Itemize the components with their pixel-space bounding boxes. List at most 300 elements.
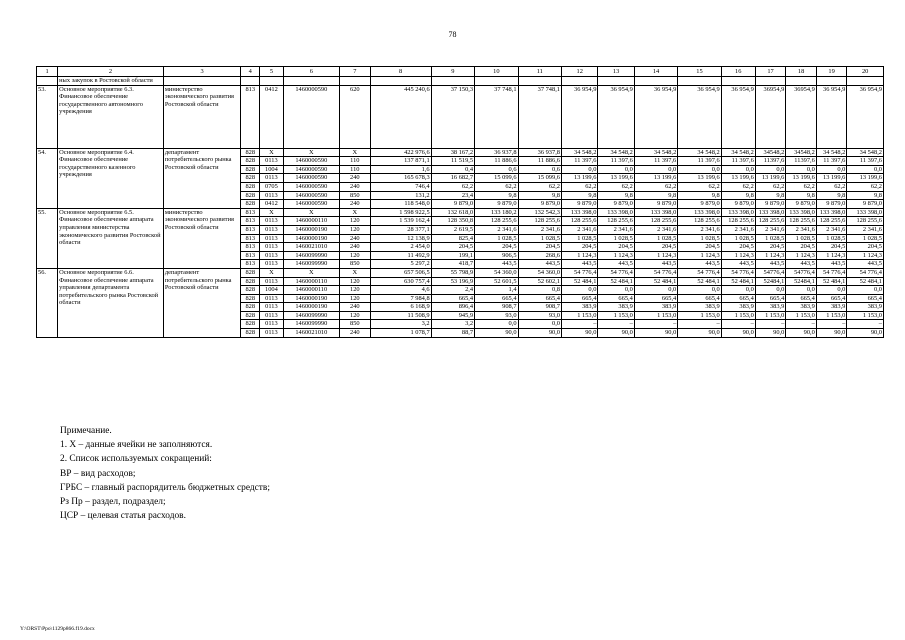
table-cell: 54 776,4 bbox=[678, 268, 721, 277]
table-cell: 0113 bbox=[260, 303, 283, 312]
table-cell: 36 937,8 bbox=[475, 148, 518, 157]
table-cell: 0,0 bbox=[678, 165, 721, 174]
table-cell: 240 bbox=[340, 182, 371, 191]
table-cell: 2 619,5 bbox=[431, 225, 474, 234]
table-cell: – bbox=[755, 320, 786, 329]
table-cell: 11 397,6 bbox=[634, 157, 677, 166]
table-cell: 828 bbox=[241, 165, 260, 174]
table-cell: 9,8 bbox=[678, 191, 721, 200]
table-cell: 422 976,6 bbox=[370, 148, 431, 157]
table-cell: 128 255,6 bbox=[518, 217, 561, 226]
table-cell: 128 255,6 bbox=[634, 217, 677, 226]
table-cell: 630 757,4 bbox=[370, 277, 431, 286]
row-number: 56. bbox=[37, 268, 58, 337]
table-cell: 11397,6 bbox=[786, 157, 817, 166]
table-cell: 13 199,6 bbox=[786, 174, 817, 183]
table-cell: 9 879,0 bbox=[562, 200, 598, 209]
table-cell: 665,4 bbox=[562, 294, 598, 303]
table-cell: 204,5 bbox=[847, 243, 884, 252]
table-cell: 0113 bbox=[260, 320, 283, 329]
table-cell: 133 398,0 bbox=[598, 208, 634, 217]
table-cell: 0,0 bbox=[475, 320, 518, 329]
table-cell: 204,5 bbox=[634, 243, 677, 252]
table-cell: 1460099990 bbox=[283, 311, 339, 320]
table-cell: 36954,9 bbox=[786, 85, 817, 148]
table-cell: 0113 bbox=[260, 329, 283, 338]
table-cell: 1 028,5 bbox=[562, 234, 598, 243]
table-cell: 1 153,0 bbox=[847, 311, 884, 320]
table-cell: 11 397,6 bbox=[847, 157, 884, 166]
row-number: 54. bbox=[37, 148, 58, 208]
table-cell: 11 397,6 bbox=[598, 157, 634, 166]
table-cell: 1 598 922,5 bbox=[370, 208, 431, 217]
table-cell: 1460021010 bbox=[283, 243, 339, 252]
table-cell: 120 bbox=[340, 294, 371, 303]
table-cell: 9 879,0 bbox=[816, 200, 847, 209]
table-cell: 1460000590 bbox=[283, 85, 339, 148]
table-cell: 52 484,1 bbox=[562, 277, 598, 286]
table-cell: 0412 bbox=[260, 85, 283, 148]
column-header: 8 bbox=[370, 67, 431, 77]
table-cell: 204,5 bbox=[598, 243, 634, 252]
table-cell: 443,5 bbox=[475, 260, 518, 269]
continuation-row bbox=[37, 77, 884, 86]
table-cell: 16 682,7 bbox=[431, 174, 474, 183]
table-cell: 62,2 bbox=[518, 182, 561, 191]
measure-name: Основное мероприятие 6.5. Финансовое обеспечение аппарата управления министерства экономического развития Ростовской области bbox=[58, 208, 164, 268]
table-cell: 1 124,3 bbox=[678, 251, 721, 260]
column-header: 5 bbox=[260, 67, 283, 77]
table-cell: 1460000590 bbox=[283, 182, 339, 191]
table-cell: 0,6 bbox=[518, 165, 561, 174]
table-cell: 9 879,0 bbox=[847, 200, 884, 209]
table-cell: 90,0 bbox=[634, 329, 677, 338]
table-cell: 0705 bbox=[260, 182, 283, 191]
table-cell: 0113 bbox=[260, 294, 283, 303]
table-cell: 90,0 bbox=[598, 329, 634, 338]
table-cell: 128 255,6 bbox=[475, 217, 518, 226]
table-cell: X bbox=[340, 268, 371, 277]
table-cell: 9,8 bbox=[518, 191, 561, 200]
table-cell: 131,2 bbox=[370, 191, 431, 200]
table-cell: 1460000110 bbox=[283, 217, 339, 226]
executor: министерство экономического развития Ростовской области bbox=[163, 85, 241, 148]
table-cell: 128 350,8 bbox=[431, 217, 474, 226]
table-cell: X bbox=[260, 148, 283, 157]
table-cell: 4,6 bbox=[370, 286, 431, 295]
table-cell: 110 bbox=[340, 165, 371, 174]
table-cell: 1 153,0 bbox=[786, 311, 817, 320]
column-header: 3 bbox=[163, 67, 241, 77]
table-cell: 1 124,3 bbox=[562, 251, 598, 260]
table-cell: 0,0 bbox=[847, 165, 884, 174]
table-cell: 13 199,6 bbox=[847, 174, 884, 183]
table-cell: 1460000190 bbox=[283, 303, 339, 312]
column-header: 19 bbox=[816, 67, 847, 77]
table-cell: X bbox=[283, 268, 339, 277]
column-header: 6 bbox=[283, 67, 339, 77]
row-number: 55. bbox=[37, 208, 58, 268]
table-cell: 0,4 bbox=[431, 165, 474, 174]
table-cell: 90,0 bbox=[721, 329, 755, 338]
table-cell: 34 548,2 bbox=[598, 148, 634, 157]
table-cell: 445 240,6 bbox=[370, 85, 431, 148]
table-row bbox=[37, 85, 884, 148]
table-cell: 665,4 bbox=[786, 294, 817, 303]
table-cell: 383,9 bbox=[598, 303, 634, 312]
table-cell: 0113 bbox=[260, 157, 283, 166]
column-header: 20 bbox=[847, 67, 884, 77]
table-cell: 133 398,0 bbox=[562, 208, 598, 217]
table-cell: 13 199,6 bbox=[755, 174, 786, 183]
table-cell: – bbox=[598, 320, 634, 329]
table-cell: 813 bbox=[241, 251, 260, 260]
table-cell: 5 297,2 bbox=[370, 260, 431, 269]
table-cell: 2 454,0 bbox=[370, 243, 431, 252]
table-cell: 0113 bbox=[260, 311, 283, 320]
table-cell: 3,2 bbox=[370, 320, 431, 329]
table-cell: 240 bbox=[340, 234, 371, 243]
table-cell: 828 bbox=[241, 157, 260, 166]
table-cell: 443,5 bbox=[518, 260, 561, 269]
table-cell: 52 484,1 bbox=[847, 277, 884, 286]
table-cell: – bbox=[786, 320, 817, 329]
table-cell: 828 bbox=[241, 148, 260, 157]
table-cell: 7 984,8 bbox=[370, 294, 431, 303]
table-cell: 828 bbox=[241, 320, 260, 329]
table-cell: X bbox=[283, 208, 339, 217]
table-cell: 54 776,4 bbox=[634, 268, 677, 277]
table-cell: 36 954,9 bbox=[816, 85, 847, 148]
table-cell: 120 bbox=[340, 225, 371, 234]
table-cell: 0,0 bbox=[816, 286, 847, 295]
table-cell: 52484,1 bbox=[786, 277, 817, 286]
column-header: 14 bbox=[634, 67, 677, 77]
table-cell: 11 886,6 bbox=[518, 157, 561, 166]
table-cell: 11 397,6 bbox=[678, 157, 721, 166]
table-cell: 828 bbox=[241, 329, 260, 338]
column-header: 9 bbox=[431, 67, 474, 77]
table-cell: 443,5 bbox=[721, 260, 755, 269]
note-line: 2. Список используемых сокращений: bbox=[60, 454, 212, 465]
table-cell: 52 601,5 bbox=[475, 277, 518, 286]
table-cell: 11 397,6 bbox=[562, 157, 598, 166]
table-row bbox=[37, 208, 884, 217]
table-cell: 9 879,0 bbox=[678, 200, 721, 209]
table-cell: 657 506,5 bbox=[370, 268, 431, 277]
table-cell: 828 bbox=[241, 191, 260, 200]
table-cell: 90,0 bbox=[755, 329, 786, 338]
table-cell: 813 bbox=[241, 217, 260, 226]
table-cell: 0,0 bbox=[634, 165, 677, 174]
table-cell: 204,5 bbox=[475, 243, 518, 252]
table-cell: 54 776,4 bbox=[562, 268, 598, 277]
table-cell: 165 678,3 bbox=[370, 174, 431, 183]
table-cell: 37 748,1 bbox=[475, 85, 518, 148]
table-cell: 54 776,4 bbox=[721, 268, 755, 277]
table-cell: 120 bbox=[340, 277, 371, 286]
table-cell: 906,5 bbox=[475, 251, 518, 260]
table-cell: 137 871,1 bbox=[370, 157, 431, 166]
table-cell: 443,5 bbox=[634, 260, 677, 269]
column-header: 11 bbox=[518, 67, 561, 77]
table-cell: 828 bbox=[241, 277, 260, 286]
table-cell: 120 bbox=[340, 311, 371, 320]
table-cell: 1460000190 bbox=[283, 294, 339, 303]
column-header: 2 bbox=[58, 67, 164, 77]
table-cell: 1 124,3 bbox=[847, 251, 884, 260]
table-cell: 204,5 bbox=[431, 243, 474, 252]
table-cell: 813 bbox=[241, 243, 260, 252]
table-cell: 34 548,2 bbox=[816, 148, 847, 157]
table-cell: 850 bbox=[340, 260, 371, 269]
note-line: 1. Х – данные ячейки не заполняются. bbox=[60, 440, 213, 451]
executor: департамент потребительского рынка Ростовской области bbox=[163, 148, 241, 208]
table-cell: 828 bbox=[241, 294, 260, 303]
executor: министерство экономического развития Ростовской области bbox=[163, 208, 241, 268]
table-cell: 828 bbox=[241, 174, 260, 183]
table-cell: 1 028,5 bbox=[475, 234, 518, 243]
table-cell: 110 bbox=[340, 157, 371, 166]
table-cell: 9 879,0 bbox=[721, 200, 755, 209]
table-cell: 1460000110 bbox=[283, 286, 339, 295]
table-cell: X bbox=[340, 208, 371, 217]
table-cell: 9,8 bbox=[786, 191, 817, 200]
table-cell: 90,0 bbox=[562, 329, 598, 338]
table-cell: 665,4 bbox=[678, 294, 721, 303]
table-cell: 268,6 bbox=[518, 251, 561, 260]
table-cell: 1460000590 bbox=[283, 174, 339, 183]
table-cell: 443,5 bbox=[755, 260, 786, 269]
table-cell: 90,0 bbox=[786, 329, 817, 338]
table-cell: 54 776,4 bbox=[598, 268, 634, 277]
row-number: 53. bbox=[37, 85, 58, 148]
table-cell: 36 954,9 bbox=[598, 85, 634, 148]
table-cell: 240 bbox=[340, 174, 371, 183]
table-cell: 383,9 bbox=[816, 303, 847, 312]
table-cell: 828 bbox=[241, 303, 260, 312]
table-cell: 0,0 bbox=[816, 165, 847, 174]
table-cell: 204,5 bbox=[721, 243, 755, 252]
table-cell: 665,4 bbox=[847, 294, 884, 303]
table-cell: – bbox=[816, 320, 847, 329]
table-cell: 12 138,9 bbox=[370, 234, 431, 243]
table-cell: 746,4 bbox=[370, 182, 431, 191]
table-cell: 11 492,9 bbox=[370, 251, 431, 260]
table-cell: 1,4 bbox=[475, 286, 518, 295]
table-cell: 813 bbox=[241, 85, 260, 148]
table-cell: 37 150,3 bbox=[431, 85, 474, 148]
table-cell: 813 bbox=[241, 234, 260, 243]
table-cell: 1460099990 bbox=[283, 260, 339, 269]
table-cell: 204,5 bbox=[562, 243, 598, 252]
table-cell: 383,9 bbox=[786, 303, 817, 312]
table-cell: 128 255,6 bbox=[598, 217, 634, 226]
table-cell: 28 377,1 bbox=[370, 225, 431, 234]
table-cell: 9,8 bbox=[847, 191, 884, 200]
table-cell: 34 548,2 bbox=[847, 148, 884, 157]
table-cell: 443,5 bbox=[678, 260, 721, 269]
table-cell: 0113 bbox=[260, 251, 283, 260]
table-cell: 1 028,5 bbox=[678, 234, 721, 243]
table-cell: 133 398,0 bbox=[816, 208, 847, 217]
table-cell: 34548,2 bbox=[755, 148, 786, 157]
table-cell: 0,0 bbox=[847, 286, 884, 295]
table-cell: 0,0 bbox=[678, 286, 721, 295]
table-cell: 2 341,6 bbox=[634, 225, 677, 234]
table-cell: 813 bbox=[241, 208, 260, 217]
table-cell: 2,4 bbox=[431, 286, 474, 295]
table-cell: 34 548,2 bbox=[634, 148, 677, 157]
table-cell: 54 360,0 bbox=[475, 268, 518, 277]
table-body bbox=[37, 77, 884, 338]
table-cell: 1 124,3 bbox=[634, 251, 677, 260]
table-cell: 90,0 bbox=[518, 329, 561, 338]
column-header: 1 bbox=[37, 67, 58, 77]
table-cell: 62,2 bbox=[634, 182, 677, 191]
table-cell: 2 341,6 bbox=[786, 225, 817, 234]
table-cell: 2 341,6 bbox=[475, 225, 518, 234]
table-cell: 133 398,0 bbox=[721, 208, 755, 217]
table-cell: 204,5 bbox=[816, 243, 847, 252]
table-cell: 1004 bbox=[260, 165, 283, 174]
table-cell: 2 341,6 bbox=[847, 225, 884, 234]
table-cell: – bbox=[634, 320, 677, 329]
table-cell: 9 879,0 bbox=[634, 200, 677, 209]
table-cell: 9 879,0 bbox=[786, 200, 817, 209]
table-cell: 9,8 bbox=[634, 191, 677, 200]
table-cell: 9 879,0 bbox=[431, 200, 474, 209]
table-cell: 54 776,4 bbox=[816, 268, 847, 277]
table-cell: 0113 bbox=[260, 191, 283, 200]
table-cell: 383,9 bbox=[562, 303, 598, 312]
table-cell: 128 255,6 bbox=[721, 217, 755, 226]
table-cell: 128 255,6 bbox=[847, 217, 884, 226]
table-cell: 665,4 bbox=[431, 294, 474, 303]
column-header: 18 bbox=[786, 67, 817, 77]
table-cell: 2 341,6 bbox=[598, 225, 634, 234]
table-cell: 0412 bbox=[260, 200, 283, 209]
notes-title: Примечание. bbox=[60, 426, 112, 436]
table-cell: X bbox=[340, 148, 371, 157]
table-cell: 23,4 bbox=[431, 191, 474, 200]
table-cell: 15 099,6 bbox=[518, 174, 561, 183]
table-cell: 1 124,3 bbox=[816, 251, 847, 260]
table-cell: 240 bbox=[340, 329, 371, 338]
table-cell: 52 484,1 bbox=[634, 277, 677, 286]
table-cell: 443,5 bbox=[598, 260, 634, 269]
table-cell: 1460000590 bbox=[283, 165, 339, 174]
table-cell: 418,7 bbox=[431, 260, 474, 269]
table-cell: 199,1 bbox=[431, 251, 474, 260]
table-cell: 896,4 bbox=[431, 303, 474, 312]
table-cell: 1 124,3 bbox=[755, 251, 786, 260]
note-line: ЦСР – целевая статья расходов. bbox=[60, 511, 186, 522]
table-cell: 0,0 bbox=[755, 286, 786, 295]
table-cell: 828 bbox=[241, 268, 260, 277]
table-cell: 55 798,9 bbox=[431, 268, 474, 277]
table-cell: 1 153,0 bbox=[721, 311, 755, 320]
table-cell: 443,5 bbox=[847, 260, 884, 269]
table-cell: 36 937,8 bbox=[518, 148, 561, 157]
table-cell: 62,2 bbox=[678, 182, 721, 191]
table-cell: 383,9 bbox=[634, 303, 677, 312]
table-cell: 36 954,9 bbox=[721, 85, 755, 148]
table-cell: 34 548,2 bbox=[721, 148, 755, 157]
table-cell: 13 199,6 bbox=[721, 174, 755, 183]
table-cell: 90,0 bbox=[678, 329, 721, 338]
table-cell: 240 bbox=[340, 200, 371, 209]
table-cell: 90,0 bbox=[847, 329, 884, 338]
table-cell: 128 255,6 bbox=[786, 217, 817, 226]
table-cell: 620 bbox=[340, 85, 371, 148]
budget-table bbox=[36, 66, 884, 338]
table-cell: 1 539 162,4 bbox=[370, 217, 431, 226]
table-cell: 53 196,9 bbox=[431, 277, 474, 286]
table-cell: 88,7 bbox=[431, 329, 474, 338]
table-cell: 1 028,5 bbox=[634, 234, 677, 243]
table-cell: 0,0 bbox=[598, 165, 634, 174]
table-cell: 128 255,6 bbox=[678, 217, 721, 226]
table-cell: 54 776,4 bbox=[847, 268, 884, 277]
measure-name: Основное мероприятие 6.3. Финансовое обеспечение государственного автономного учреждения bbox=[58, 85, 164, 148]
table-cell: 383,9 bbox=[678, 303, 721, 312]
table-cell: 62,2 bbox=[816, 182, 847, 191]
table-cell: 665,4 bbox=[755, 294, 786, 303]
table-cell: 665,4 bbox=[721, 294, 755, 303]
table-cell: 11 397,6 bbox=[816, 157, 847, 166]
table-header-row bbox=[37, 67, 884, 77]
table-cell: 36 954,9 bbox=[562, 85, 598, 148]
table-cell: 204,5 bbox=[786, 243, 817, 252]
table-cell: 240 bbox=[340, 243, 371, 252]
table-cell: 0113 bbox=[260, 174, 283, 183]
table-cell: 52 484,1 bbox=[721, 277, 755, 286]
table-cell: 813 bbox=[241, 260, 260, 269]
column-header: 12 bbox=[562, 67, 598, 77]
table-cell: 9 879,0 bbox=[518, 200, 561, 209]
table-cell: 0113 bbox=[260, 243, 283, 252]
table-cell: 1 153,0 bbox=[598, 311, 634, 320]
table-cell: 9,8 bbox=[475, 191, 518, 200]
table-cell: 828 bbox=[241, 200, 260, 209]
table-cell: 665,4 bbox=[518, 294, 561, 303]
table-cell: 828 bbox=[241, 182, 260, 191]
measure-name: Основное мероприятие 6.6. Финансовое обеспечение аппарата управления департамента потребительского рынка Ростовской области bbox=[58, 268, 164, 337]
table-cell: 2 341,6 bbox=[721, 225, 755, 234]
table-cell: X bbox=[260, 268, 283, 277]
table-cell: 54776,4 bbox=[786, 268, 817, 277]
table-cell: – bbox=[562, 320, 598, 329]
table-cell: 1 153,0 bbox=[816, 311, 847, 320]
table-cell: 93,0 bbox=[518, 311, 561, 320]
table-cell: 0,0 bbox=[755, 165, 786, 174]
table-cell: 52 484,1 bbox=[816, 277, 847, 286]
table-cell: 37 748,1 bbox=[518, 85, 561, 148]
table-cell: 1 124,3 bbox=[598, 251, 634, 260]
table-cell: 62,2 bbox=[562, 182, 598, 191]
table-cell: 945,9 bbox=[431, 311, 474, 320]
table-cell: 1460021010 bbox=[283, 329, 339, 338]
table-cell: 828 bbox=[241, 286, 260, 295]
column-header: 4 bbox=[241, 67, 260, 77]
table-cell: 828 bbox=[241, 311, 260, 320]
table-cell: 1460000110 bbox=[283, 277, 339, 286]
table-cell: 11 519,5 bbox=[431, 157, 474, 166]
table-cell: 1 028,5 bbox=[721, 234, 755, 243]
table-cell: 36 954,9 bbox=[678, 85, 721, 148]
table-cell: 1 078,7 bbox=[370, 329, 431, 338]
